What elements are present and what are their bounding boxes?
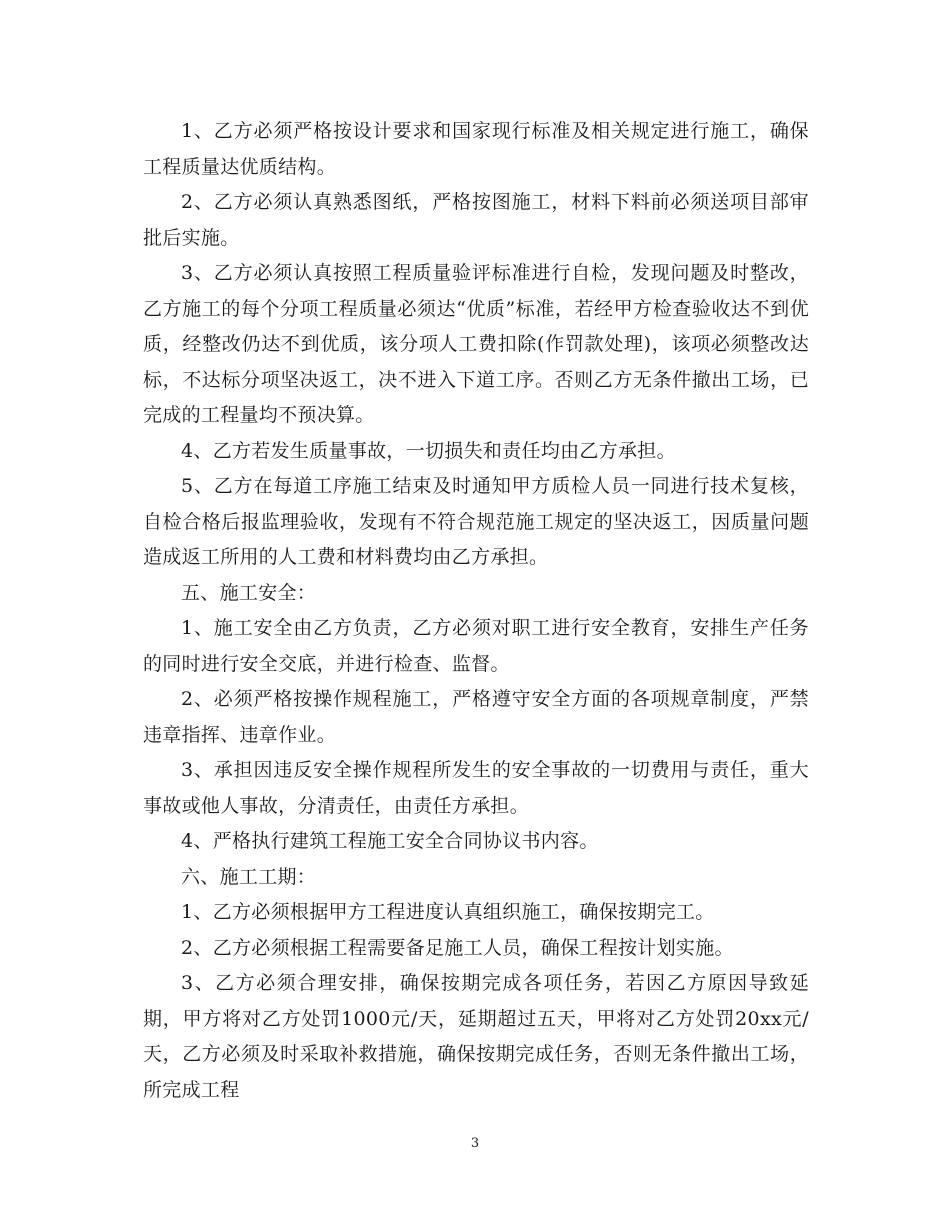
clause-quality-1: 1、乙方必须严格按设计要求和国家现行标准及相关规定进行施工，确保工程质量达优质结构。 [143,120,809,178]
clause-quality-5: 5、乙方在每道工序施工结束及时通知甲方质检人员一同进行技术复核，自检合格后报监理验收，发现有不符合规范施工规定的坚决返工，因质量问题造成返工所用的人工费和材料费均由乙方承担。 [143,475,809,568]
section-heading-safety: 五、施工安全： [181,581,317,604]
clause-safety-4: 4、严格执行建筑工程施工安全合同协议书内容。 [181,830,599,852]
document-body [143,114,809,1108]
section-heading-schedule: 六、施工工期： [181,865,317,888]
clause-schedule-2: 2、乙方必须根据工程需要备足施工人员，确保工程按计划实施。 [181,936,734,959]
clause-safety-2: 2、必须严格按操作规程施工，严格遵守安全方面的各项规章制度，严禁违章指挥、违章作业。 [143,688,809,746]
page-number: 3 [470,1136,480,1151]
clause-safety-1: 1、施工安全由乙方负责，乙方必须对职工进行安全教育，安排生产任务的同时进行安全交底，并进行检查、监督。 [143,617,809,675]
clause-quality-3: 3、乙方必须认真按照工程质量验评标准进行自检，发现问题及时整改，乙方施工的每个分项工程质量必须达“优质”标准，若经甲方检查验收达不到优质，经整改仍达不到优质，该分项人工费扣除(作罚款处理)，该项必须整改达标，不达标分项坚决返工，决不进入下道工序。否则乙方无条件撤出工场，已完成的工程量均不预决算。 [143,262,809,426]
clause-schedule-3: 3、乙方必须合理安排，确保按期完成各项任务，若因乙方原因导致延期，甲方将对乙方处罚1000元/天，延期超过五天，甲将对乙方处罚20xx元/天，乙方必须及时采取补救措施，确保按期完成任务，否则无条件撤出工场，所完成工程 [143,972,809,1101]
clause-quality-2: 2、乙方必须认真熟悉图纸，严格按图施工，材料下料前必须送项目部审批后实施。 [143,191,809,249]
clause-schedule-1: 1、乙方必须根据甲方工程进度认真组织施工，确保按期完工。 [181,901,715,923]
clause-safety-3: 3、承担因违反安全操作规程所发生的安全事故的一切费用与责任，重大事故或他人事故，分清责任，由责任方承担。 [143,759,809,817]
clause-quality-4: 4、乙方若发生质量事故，一切损失和责任均由乙方承担。 [181,439,676,462]
